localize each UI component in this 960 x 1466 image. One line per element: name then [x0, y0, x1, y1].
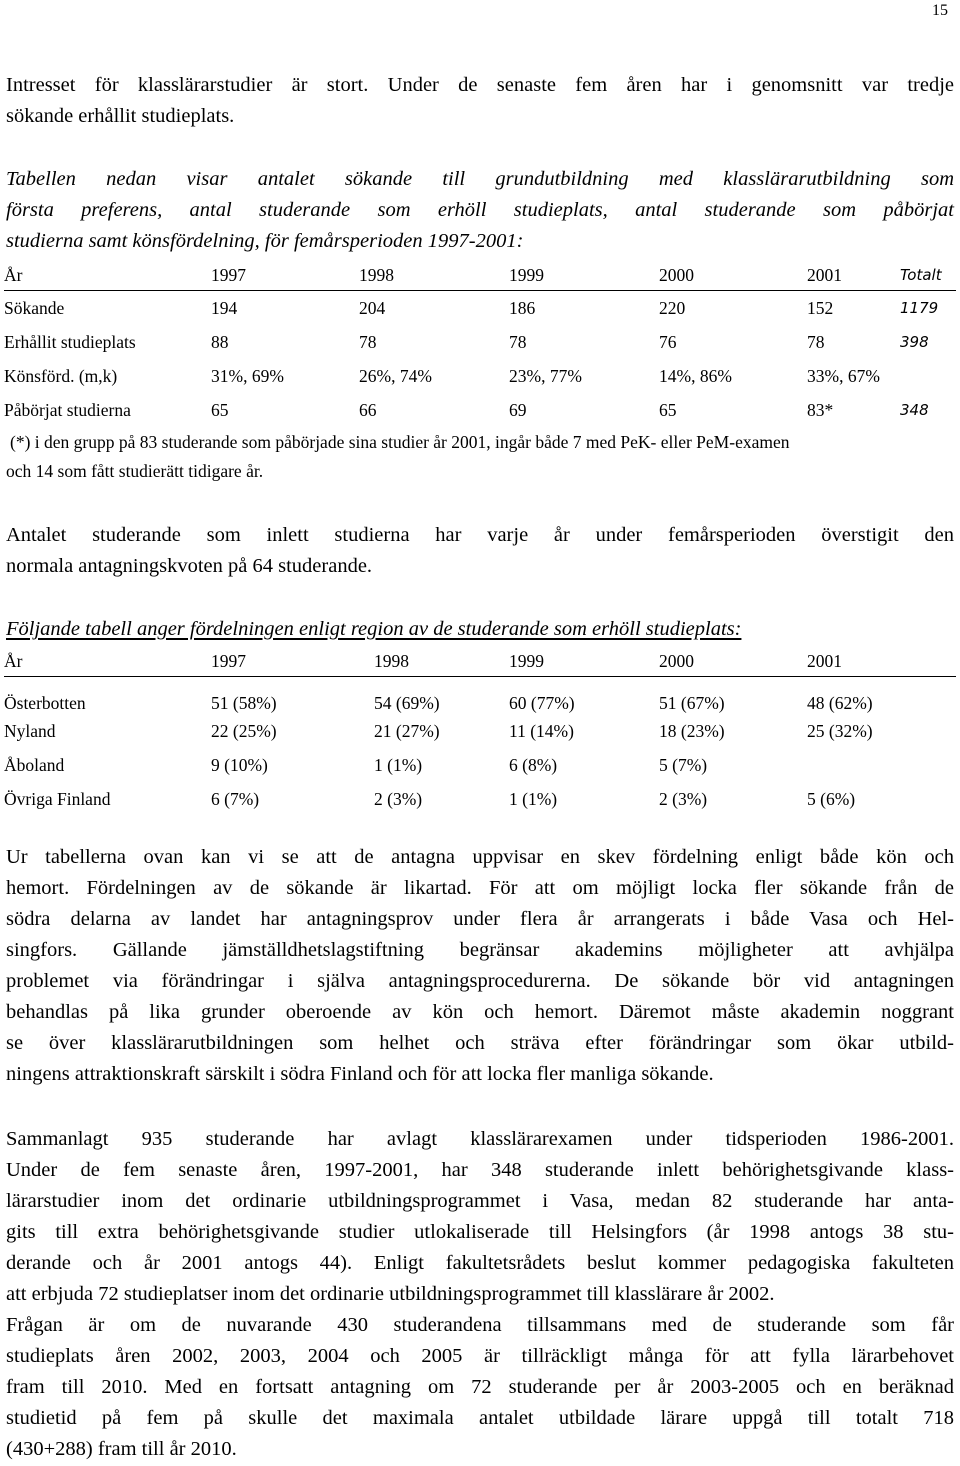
table-cell: 1 (1%) — [374, 754, 423, 775]
text-line: lärarstudier inom det ordinarie utbildningsprogrammet i Vasa, medan 82 studerande har anta- — [6, 1190, 954, 1212]
table-cell: 9 (10%) — [211, 754, 268, 775]
table-cell: 26%, 74% — [359, 365, 432, 386]
text-line: behandlas på lika grunder oberoende av kön och hemort. Däremot måste akademin noggrant — [6, 1001, 954, 1023]
table-cell: 76 — [659, 331, 677, 352]
text-line: studieplats åren 2002, 2003, 2004 och 2005 är tillräckligt många för att fylla lärarbehovet — [6, 1345, 954, 1367]
text-line: (*) i den grupp på 83 studerande som påbörjade sina studier år 2001, ingår både 7 med PeK- eller PeM-examen — [10, 432, 790, 452]
table-cell: 152 — [807, 297, 834, 318]
text-line: att erbjuda 72 studieplatser inom det ordinarie utbildningsprogrammet till klasslärare år 2002. — [6, 1283, 775, 1305]
total-cell: 398 — [900, 333, 929, 351]
table-row — [4, 291, 956, 326]
applicants-table — [4, 260, 956, 427]
table-cell: 21 (27%) — [374, 720, 440, 741]
table-cell: 5 (6%) — [807, 788, 856, 809]
table-cell: 194 — [211, 297, 238, 318]
text-line: Antalet studerande som inlett studierna har varje år under femårsperioden överstigit den — [6, 524, 954, 546]
table-cell: 69 — [509, 399, 527, 420]
table-cell: 60 (77%) — [509, 693, 575, 713]
header-cell: 1998 — [374, 646, 509, 677]
text-line: singfors. Gällande jämställdhetslagstiftning begränsar akademins möjligheter att avhjälpa — [6, 939, 954, 961]
table-cell: 65 — [211, 399, 229, 420]
header-cell: 2000 — [659, 646, 807, 677]
row-label: Åboland — [4, 754, 65, 775]
table-row — [4, 782, 956, 816]
table-cell: 78 — [509, 331, 527, 352]
table-cell: 2 (3%) — [659, 788, 708, 809]
table-cell: 54 (69%) — [374, 693, 440, 713]
text-line: Följande tabell anger fördelningen enligt region av de studerande som erhöll studieplats: — [6, 618, 742, 640]
table-cell: 18 (23%) — [659, 720, 725, 741]
table-cell: 2 (3%) — [374, 788, 423, 809]
header-cell: 2000 — [659, 260, 807, 291]
header-cell: 1998 — [359, 260, 509, 291]
text-line: och 14 som fått studierätt tidigare år. — [6, 461, 264, 481]
text-line: hemort. Fördelningen av de sökande är likartad. För att om möjligt locka fler sökande från de — [6, 877, 954, 899]
text-line: studietid på fem på skulle det maximala antalet utbildade lärare uppgå till totalt 718 — [6, 1407, 954, 1429]
region-table — [4, 646, 956, 816]
text-line: södra delarna av landet har antagningsprov under flera år arrangerats i både Vasa och Hel- — [6, 908, 954, 930]
header-cell: År — [4, 260, 211, 291]
table-cell: 78 — [807, 331, 825, 352]
text-line: Ur tabellerna ovan kan vi se att de antagna uppvisar en skev fördelning enligt både kön och — [6, 846, 954, 868]
row-label: Erhållit studieplats — [4, 331, 136, 352]
table-cell: 204 — [359, 297, 386, 318]
table-cell: 25 (32%) — [807, 720, 873, 741]
header-cell: 2001 — [807, 646, 956, 677]
table-cell: 31%, 69% — [211, 365, 284, 386]
table-cell: 78 — [359, 331, 377, 352]
total-cell: 348 — [900, 401, 929, 419]
text-line: gits till extra behörighetsgivande studier utlokaliserade till Helsingfors (år 1998 antogs 38 stu- — [6, 1221, 954, 1243]
header-cell: 1999 — [509, 646, 659, 677]
distribution-paragraph — [6, 842, 954, 1090]
table-row — [4, 359, 956, 393]
table-cell: 33%, 67% — [807, 365, 880, 386]
text-line: Under de fem senaste åren, 1997-2001, har 348 studerande inlett behörighetsgivande klass- — [6, 1159, 954, 1181]
header-cell: 1999 — [509, 260, 659, 291]
table-cell: 51 (67%) — [659, 693, 725, 713]
row-label: Österbotten — [4, 693, 86, 713]
text-line: fram till 2010. Med en fortsatt antagning om 72 studerande per år 2003-2005 och en beräknad — [6, 1376, 954, 1398]
table-row — [4, 748, 956, 782]
table-cell: 66 — [359, 399, 377, 420]
question-paragraph — [6, 1310, 954, 1465]
total-cell — [900, 359, 956, 393]
text-line: problemet via förändringar i själva antagningsprocedurerna. De sökande bör vid antagningen — [6, 970, 954, 992]
quota-paragraph — [6, 520, 954, 582]
table-header-row — [4, 646, 956, 677]
text-line: normala antagningskvoten på 64 studerande. — [6, 555, 373, 577]
table-row — [4, 714, 956, 748]
text-line: Tabellen nedan visar antalet sökande till grundutbildning med klasslärarutbildning som — [6, 168, 954, 190]
table1-intro-paragraph — [6, 164, 954, 257]
page-number: 15 — [932, 2, 948, 19]
table-cell: 51 (58%) — [211, 693, 277, 713]
table-row — [4, 393, 956, 427]
row-label: Sökande — [4, 297, 65, 318]
header-cell: År — [4, 646, 211, 677]
text-line: Sammanlagt 935 studerande har avlagt klasslärarexamen under tidsperioden 1986-2001. — [6, 1128, 954, 1150]
row-label: Könsförd. (m,k) — [4, 365, 118, 386]
table-cell: 23%, 77% — [509, 365, 582, 386]
text-line: ningens attraktionskraft särskilt i södra Finland och för att locka fler manliga sökande. — [6, 1063, 714, 1085]
text-line: Frågan är om de nuvarande 430 studerandena tillsammans med de studerande som får — [6, 1314, 954, 1336]
header-cell: 1997 — [211, 260, 359, 291]
table-cell: 48 (62%) — [807, 693, 873, 713]
table-cell: 11 (14%) — [509, 720, 574, 741]
table-row — [4, 677, 956, 715]
row-label: Påbörjat studierna — [4, 399, 131, 420]
text-line: första preferens, antal studerande som erhöll studieplats, antal studerande som påbörjat — [6, 199, 954, 221]
text-line: sökande erhållit studieplats. — [6, 105, 235, 127]
table-cell: 6 (8%) — [509, 754, 558, 775]
table-cell: 88 — [211, 331, 229, 352]
table-cell: 5 (7%) — [659, 754, 708, 775]
header-cell: 1997 — [211, 646, 374, 677]
total-cell: 1179 — [900, 299, 939, 317]
table-cell: 14%, 86% — [659, 365, 732, 386]
header-cell: 2001 — [807, 260, 900, 291]
header-cell-total: Totalt — [900, 260, 956, 291]
table-cell: 1 (1%) — [509, 788, 558, 809]
intro-paragraph — [6, 70, 954, 132]
row-label: Nyland — [4, 720, 56, 741]
table-cell: 83* — [807, 399, 834, 420]
table-row — [4, 325, 956, 359]
text-line: studierna samt könsfördelning, för femårsperioden 1997-2001: — [6, 230, 524, 252]
table1-footnote — [6, 428, 960, 486]
table-cell: 186 — [509, 297, 536, 318]
table-cell: 22 (25%) — [211, 720, 277, 741]
text-line: (430+288) fram till år 2010. — [6, 1438, 237, 1460]
table-cell: 65 — [659, 399, 677, 420]
table-header-row — [4, 260, 956, 291]
graduates-paragraph — [6, 1124, 954, 1310]
text-line: se över klasslärarutbildningen som helhet och sträva efter förändringar som ökar utbild- — [6, 1032, 954, 1054]
table2-intro — [6, 614, 954, 645]
text-line: derande och år 2001 antogs 44). Enligt fakultetsrådets beslut kommer pedagogiska fakulteten — [6, 1252, 954, 1274]
table-cell — [807, 748, 956, 782]
table-cell: 220 — [659, 297, 686, 318]
row-label: Övriga Finland — [4, 788, 111, 809]
text-line: Intresset för klasslärarstudier är stort. Under de senaste fem åren har i genomsnitt var tredje — [6, 74, 954, 96]
table-cell: 6 (7%) — [211, 788, 260, 809]
